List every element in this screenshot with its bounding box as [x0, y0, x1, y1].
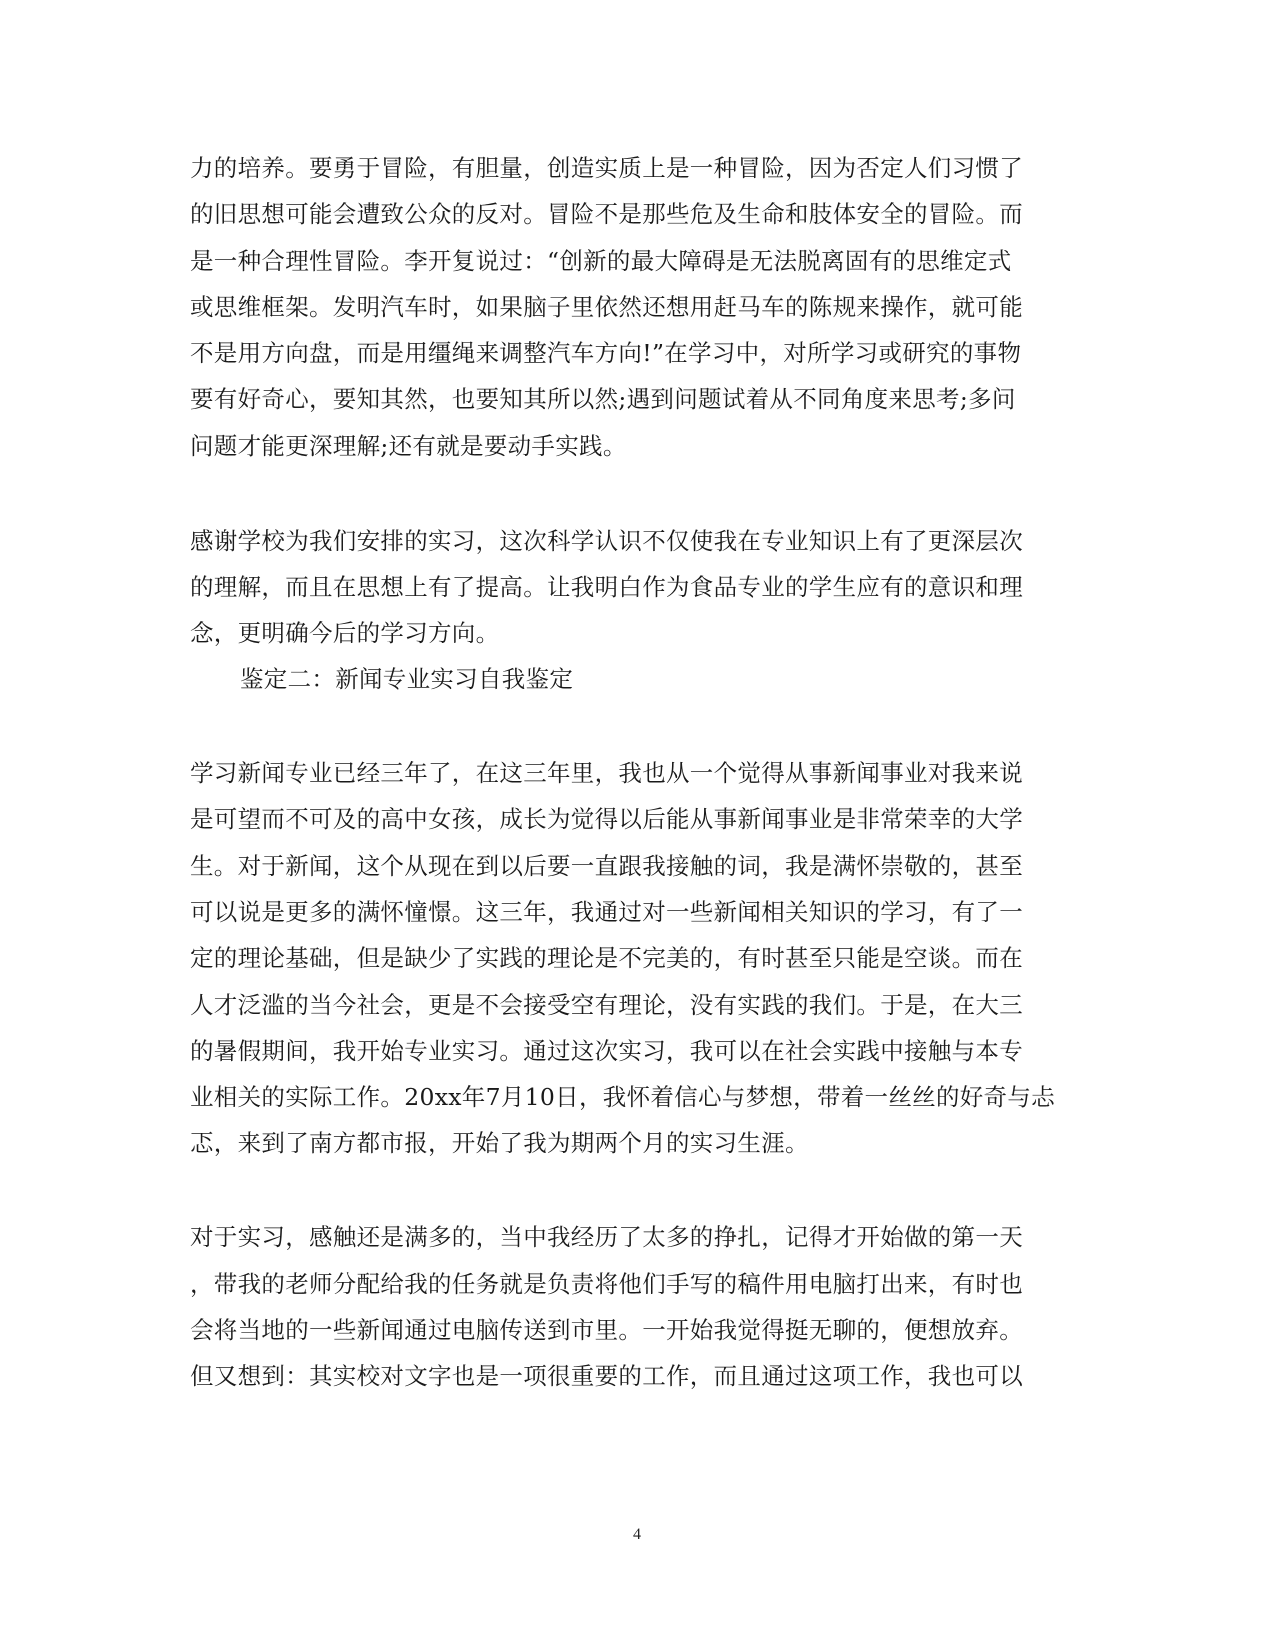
paragraph-1-line-4: 或思维框架。发明汽车时，如果脑子里依然还想用赶马车的陈规来操作，就可能 [190, 293, 1023, 321]
paragraph-3-line-9: 忑，来到了南方都市报，开始了我为期两个月的实习生涯。 [190, 1129, 809, 1157]
paragraph-4-line-2: ，带我的老师分配给我的任务就是负责将他们手写的稿件用电脑打出来，有时也 [190, 1270, 1023, 1298]
paragraph-3-line-2: 是可望而不可及的高中女孩，成长为觉得以后能从事新闻事业是非常荣幸的大学 [190, 805, 1023, 833]
section-heading: 鉴定二：新闻专业实习自我鉴定 [240, 665, 574, 693]
paragraph-4-line-1: 对于实习，感触还是满多的，当中我经历了太多的挣扎，记得才开始做的第一天 [190, 1223, 1023, 1251]
paragraph-1-line-6: 要有好奇心，要知其然，也要知其所以然;遇到问题试着从不同角度来思考;多问 [190, 385, 1016, 413]
paragraph-4-line-3: 会将当地的一些新闻通过电脑传送到市里。一开始我觉得挺无聊的，便想放弃。 [190, 1316, 1023, 1344]
paragraph-1-line-5: 不是用方向盘，而是用缰绳来调整汽车方向!”在学习中，对所学习或研究的事物 [190, 339, 1022, 367]
paragraph-3-line-7: 的暑假期间，我开始专业实习。通过这次实习，我可以在社会实践中接触与本专 [190, 1037, 1023, 1065]
page-number: 4 [633, 1526, 641, 1543]
paragraph-3-line-6: 人才泛滥的当今社会，更是不会接受空有理论，没有实践的我们。于是，在大三 [190, 991, 1023, 1019]
paragraph-2-line-3: 念，更明确今后的学习方向。 [190, 619, 500, 647]
paragraph-1-line-3: 是一种合理性冒险。李开复说过：“创新的最大障碍是无法脱离固有的思维定式 [190, 247, 1012, 275]
paragraph-3-line-1: 学习新闻专业已经三年了，在这三年里，我也从一个觉得从事新闻事业对我来说 [190, 759, 1023, 787]
paragraph-2-line-1: 感谢学校为我们安排的实习，这次科学认识不仅使我在专业知识上有了更深层次 [190, 527, 1023, 555]
paragraph-3-line-4: 可以说是更多的满怀憧憬。这三年，我通过对一些新闻相关知识的学习，有了一 [190, 898, 1023, 926]
paragraph-4-line-4: 但又想到：其实校对文字也是一项很重要的工作，而且通过这项工作，我也可以 [190, 1362, 1023, 1390]
paragraph-3-line-5: 定的理论基础，但是缺少了实践的理论是不完美的，有时甚至只能是空谈。而在 [190, 944, 1023, 972]
paragraph-2-line-2: 的理解，而且在思想上有了提高。让我明白作为食品专业的学生应有的意识和理 [190, 573, 1023, 601]
paragraph-1-line-1: 力的培养。要勇于冒险，有胆量，创造实质上是一种冒险，因为否定人们习惯了 [190, 154, 1023, 182]
paragraph-1-line-2: 的旧思想可能会遭致公众的反对。冒险不是那些危及生命和肢体安全的冒险。而 [190, 200, 1023, 228]
paragraph-1-line-7: 问题才能更深理解;还有就是要动手实践。 [190, 432, 627, 460]
paragraph-3-line-8: 业相关的实际工作。20xx年7月10日，我怀着信心与梦想，带着一丝丝的好奇与忐 [190, 1083, 1055, 1111]
paragraph-3-line-3: 生。对于新闻，这个从现在到以后要一直跟我接触的词，我是满怀崇敬的，甚至 [190, 852, 1023, 880]
